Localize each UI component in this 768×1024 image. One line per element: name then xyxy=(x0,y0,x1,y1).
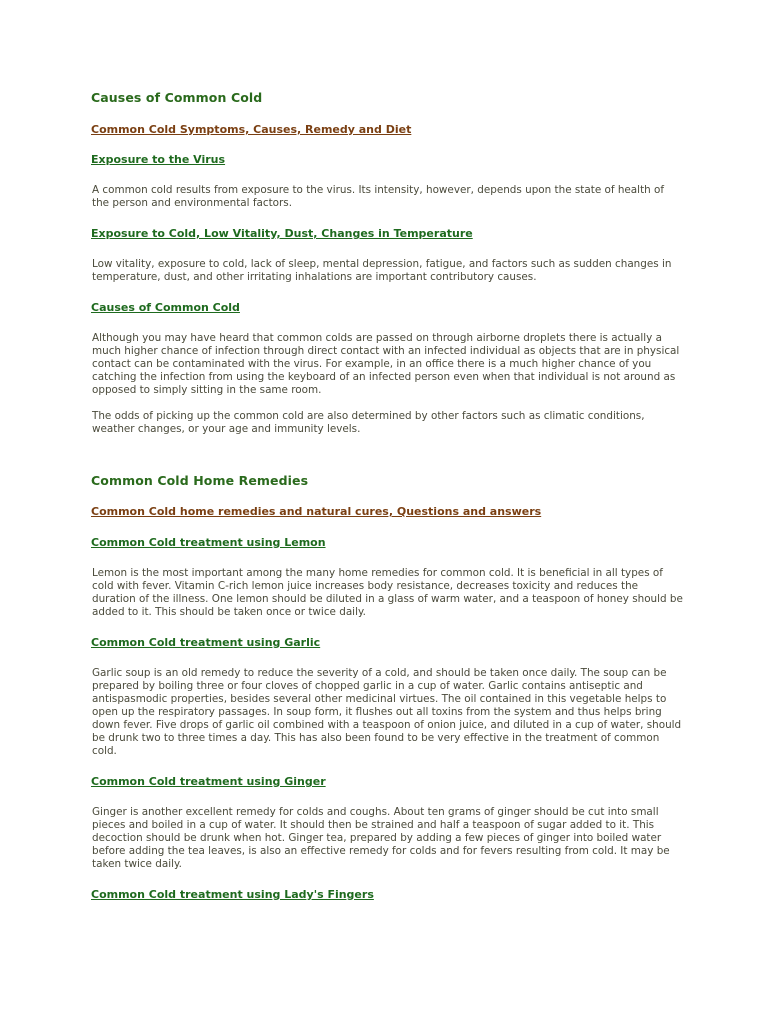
link-exposure-to-virus[interactable]: Exposure to the Virus xyxy=(91,153,226,166)
link-treatment-ladys-fingers[interactable]: Common Cold treatment using Lady's Fingers xyxy=(91,888,374,901)
link-symptoms-causes-remedy-diet[interactable]: Common Cold Symptoms, Causes, Remedy and Diet xyxy=(91,123,412,136)
paragraph-causes-odds: The odds of picking up the common cold are also determined by other factors such as climatic conditions, weather changes, or your age and immunity levels. xyxy=(92,410,645,435)
link-treatment-garlic[interactable]: Common Cold treatment using Garlic xyxy=(91,636,321,649)
link-treatment-ginger[interactable]: Common Cold treatment using Ginger xyxy=(91,775,326,788)
paragraph-causes-contact: Although you may have heard that common colds are passed on through airborne droplets there is actually a much higher chance of infection through direct contact with an infected individual as objects that are in physical contact can be contaminated with the virus. For example, in an office there is a much higher chance of you catching the infection from using the keyboard of an infected person even when that individual is not around as opposed to simply sitting in the same room. xyxy=(92,332,680,396)
link-exposure-to-cold[interactable]: Exposure to Cold, Low Vitality, Dust, Changes in Temperature xyxy=(91,227,473,240)
link-causes-of-common-cold[interactable]: Causes of Common Cold xyxy=(91,301,240,314)
section-title-home-remedies: Common Cold Home Remedies xyxy=(91,473,309,488)
section-title-causes: Causes of Common Cold xyxy=(91,90,263,105)
paragraph-exposure-to-virus: A common cold results from exposure to the virus. Its intensity, however, depends upon the state of health of the person and environmental factors. xyxy=(92,184,665,209)
link-home-remedies-questions[interactable]: Common Cold home remedies and natural cures, Questions and answers xyxy=(91,505,542,518)
paragraph-ginger: Ginger is another excellent remedy for colds and coughs. About ten grams of ginger should be cut into small pieces and boiled in a cup of water. It should then be strained and half a teaspoon of sugar added to it. This decoction should be drunk when hot. Ginger tea, prepared by adding a few pieces of ginger into boiled water before adding the tea leaves, is also an effective remedy for colds and for fevers resulting from cold. It may be taken twice daily. xyxy=(92,806,670,870)
paragraph-exposure-to-cold: Low vitality, exposure to cold, lack of sleep, mental depression, fatigue, and factors such as sudden changes in temperature, dust, and other irritating inhalations are important contributory causes. xyxy=(92,258,672,283)
paragraph-lemon: Lemon is the most important among the many home remedies for common cold. It is beneficial in all types of cold with fever. Vitamin C-rich lemon juice increases body resistance, decreases toxicity and reduces the duration of the illness. One lemon should be diluted in a glass of warm water, and a teaspoon of honey should be added to it. This should be taken once or twice daily. xyxy=(92,567,683,618)
link-treatment-lemon[interactable]: Common Cold treatment using Lemon xyxy=(91,536,326,549)
paragraph-garlic: Garlic soup is an old remedy to reduce the severity of a cold, and should be taken once daily. The soup can be prepared by boiling three or four cloves of chopped garlic in a cup of water. Garlic contains antiseptic and antispasmodic properties, besides several other medicinal virtues. The oil contained in this vegetable helps to open up the respiratory passages. In soup form, it flushes out all toxins from the system and thus helps bring down fever. Five drops of garlic oil combined with a teaspoon of onion juice, and diluted in a cup of water, should be drunk two to three times a day. This has also been found to be very effective in the treatment of common cold. xyxy=(92,667,682,757)
